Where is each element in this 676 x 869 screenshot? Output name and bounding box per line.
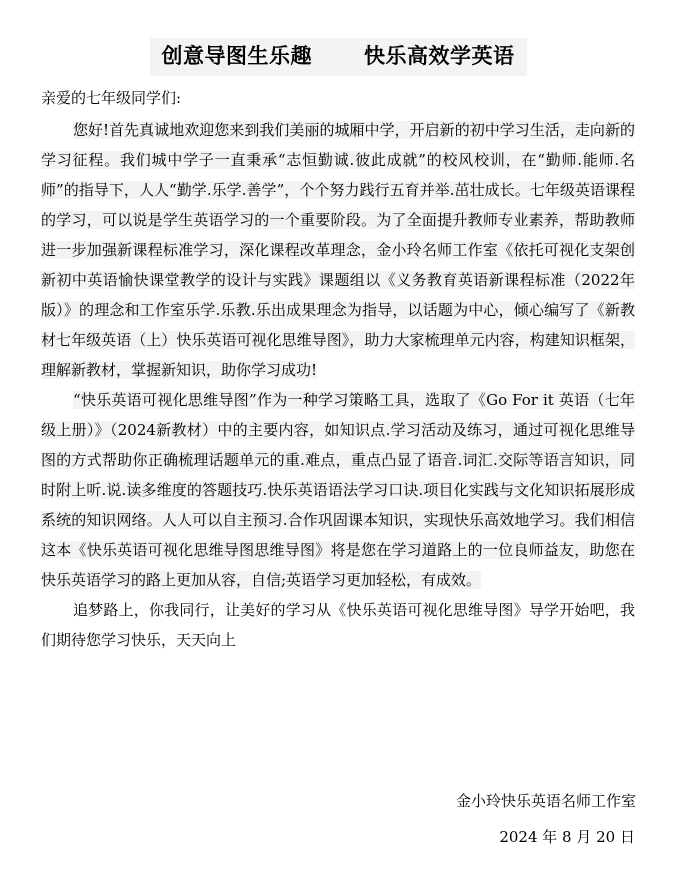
paragraph-closing-text: 追梦路上，你我同行，让美好的学习从《快乐英语可视化思维导图》导学开始吧，我们期待您学习快乐，天天向上	[41, 601, 635, 649]
paragraph-welcome	[41, 115, 635, 385]
paragraph-welcome-text: 您好!首先真诚地欢迎您来到我们美丽的城厢中学，开启新的初中学习生活，走向新的学习征程。我们城中学子一直秉承“志恒勤诚.彼此成就”的校风校训，在“勤师.能师.名师”的指导下，人人“勤学.乐学.善学”，个个努力践行五育并举.茁壮成长。七年级英语课程的学习，可以说是学生英语学习的一个重要阶段。为了全面提升教师专业素养，帮助教师进一步加强新课程标准学习，深化课程改革理念，金小玲名师工作室《依托可视化支架创新初中英语愉快课堂教学的设计与实践》课题组以《义务教育英语新课程标准（2022年版）》的理念和工作室乐学.乐教.乐出成果理念为指导，以话题为中心，倾心编写了《新教材七年级英语（上）快乐英语可视化思维导图》，助力大家梳理单元内容，构建知识框架，理解新教材，掌握新知识，助你学习成功!	[41, 121, 635, 379]
title-row	[0, 38, 676, 78]
paragraph-closing	[41, 595, 635, 655]
greeting: 亲爱的七年级同学们:	[41, 89, 182, 107]
page-title	[150, 38, 527, 76]
signature-organization: 金小玲快乐英语名师工作室	[455, 792, 636, 810]
paragraph-mindmap-intro	[41, 385, 635, 595]
paragraph-mindmap-intro-text: “快乐英语可视化思维导图”作为一种学习策略工具，选取了《Go For it 英语（七年级上册）》（2024新教材）中的主要内容，如知识点.学习活动及练习，通过可视化思维导图的方式帮助你正确梳理话题单元的重.难点，重点凸显了语音.词汇.交际等语言知识，同时附上听.说.读多维度的答题技巧.快乐英语语法学习口诀.项目化实践与文化知识拓展形成系统的知识网络。人人可以自主预习.合作巩固课本知识，实现快乐高效地学习。我们相信这本《快乐英语可视化思维导图思维导图》将是您在学习道路上的一位良师益友，助您在快乐英语学习的路上更加从容，自信;英语学习更加轻松，有成效。	[41, 391, 635, 589]
letter-body	[41, 115, 635, 655]
title-right: 快乐高效学英语	[364, 44, 515, 68]
title-left: 创意导图生乐趣	[161, 44, 312, 68]
signature-date: 2024 年 8 月 20 日	[499, 828, 635, 846]
